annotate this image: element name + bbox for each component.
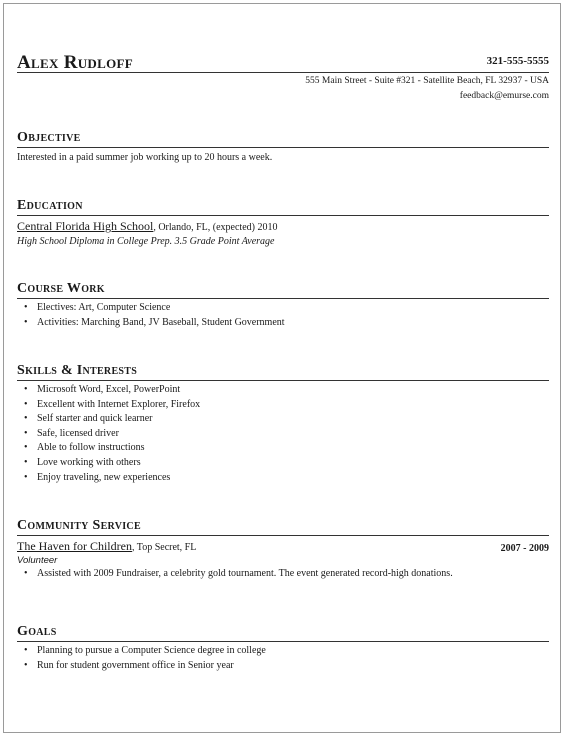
- candidate-name: Alex Rudloff: [17, 52, 133, 73]
- address: 555 Main Street - Suite #321 - Satellite Beach, FL 32937 - USA: [305, 76, 549, 86]
- list-item: • Microsoft Word, Excel, PowerPoint: [37, 383, 549, 398]
- coursework-list: [17, 301, 549, 330]
- objective-text: Interested in a paid summer job working up to 20 hours a week.: [17, 152, 273, 163]
- org-detail: , Top Secret, FL: [131, 542, 197, 553]
- resume-page: [3, 3, 561, 733]
- goals-list: [17, 644, 549, 673]
- list-item: • Run for student government office in Senior year: [37, 659, 549, 674]
- list-item: • Enjoy traveling, new experiences: [37, 471, 549, 486]
- header-divider: [17, 72, 549, 73]
- list-item: • Activities: Marching Band, JV Baseball, Student Government: [37, 316, 549, 331]
- community-list: [17, 567, 549, 582]
- list-item: • Able to follow instructions: [37, 441, 549, 456]
- school-detail: , Orlando, FL, (expected) 2010: [153, 222, 278, 233]
- list-item: • Excellent with Internet Explorer, Firefox: [37, 398, 549, 413]
- section-title: Objective: [17, 130, 549, 148]
- list-item: • Planning to pursue a Computer Science degree in college: [37, 644, 549, 659]
- list-item: • Self starter and quick learner: [37, 412, 549, 427]
- org-line: [17, 539, 549, 555]
- section-title: Community Service: [17, 518, 549, 536]
- skills-list: [17, 383, 549, 485]
- school-line: [17, 219, 549, 235]
- skills-section: [17, 363, 549, 485]
- section-title: Goals: [17, 624, 549, 642]
- list-item: • Love working with others: [37, 456, 549, 471]
- section-title: Education: [17, 198, 549, 216]
- service-dates: 2007 - 2009: [500, 543, 549, 554]
- education-section: [17, 198, 549, 249]
- list-item: • Safe, licensed driver: [37, 427, 549, 442]
- contact-block: [305, 74, 549, 104]
- section-title: Course Work: [17, 281, 549, 299]
- school-name: Central Florida High School: [17, 219, 154, 233]
- phone-number: 321-555-5555: [486, 55, 549, 67]
- email: feedback@emurse.com: [459, 91, 549, 101]
- coursework-section: [17, 281, 549, 330]
- role: Volunteer: [17, 555, 58, 566]
- community-section: [17, 518, 549, 582]
- degree: High School Diploma in College Prep. 3.5 Grade Point Average: [17, 236, 275, 247]
- objective-section: [17, 130, 549, 166]
- goals-section: [17, 624, 549, 673]
- list-item: • Electives: Art, Computer Science: [37, 301, 549, 316]
- org-name: The Haven for Children: [17, 539, 132, 553]
- section-title: Skills & Interests: [17, 363, 549, 381]
- list-item: • Assisted with 2009 Fundraiser, a celebrity gold tournament. The event generated record-high donations.: [37, 567, 549, 582]
